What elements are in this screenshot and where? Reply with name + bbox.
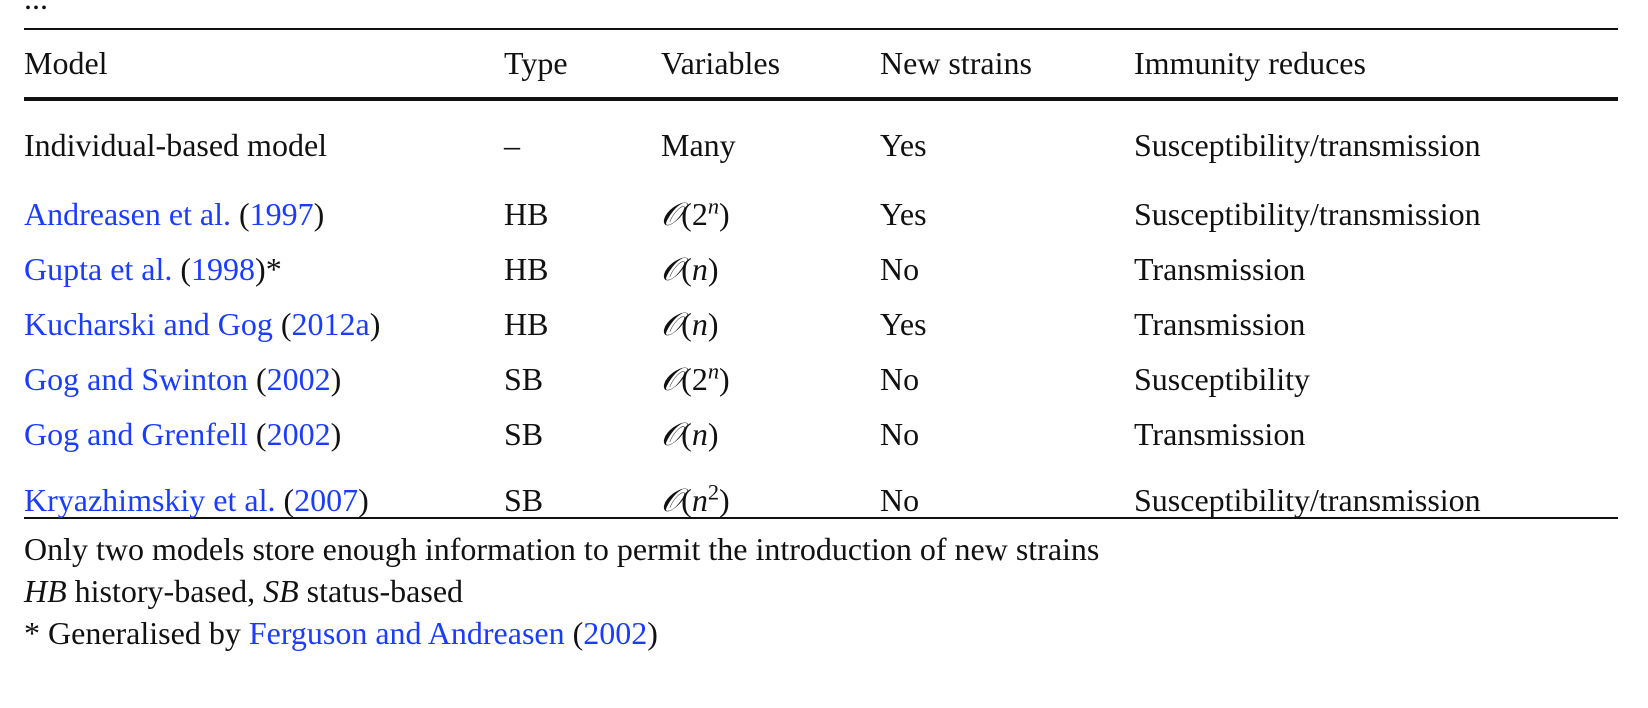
ref-link-year[interactable]: 2002 bbox=[266, 361, 331, 397]
abbr-sb: SB bbox=[263, 573, 299, 609]
ref-link-year[interactable]: 2007 bbox=[294, 481, 359, 518]
ref-link-author[interactable]: Gupta et al. bbox=[24, 251, 173, 287]
cell-variables: 𝒪(2$^n$) bbox=[661, 358, 730, 398]
big-o-symbol: 𝒪 bbox=[661, 480, 682, 519]
note-star-prefix: * Generalised by bbox=[24, 615, 249, 651]
cell-type: SB bbox=[504, 416, 544, 452]
big-o-symbol: 𝒪 bbox=[661, 305, 682, 343]
ref-link-year[interactable]: 2012a bbox=[291, 306, 370, 342]
cell-type: HB bbox=[504, 306, 549, 342]
complexity-base: 2 bbox=[691, 361, 708, 397]
cell-model: Gupta et al. (1998)* bbox=[24, 251, 282, 287]
cell-variables: 𝒪(n) bbox=[661, 250, 719, 288]
cell-variables: 𝒪(2$^n$) bbox=[661, 193, 730, 233]
cell-new-strains: No bbox=[880, 251, 920, 287]
cell-model: Andreasen et al. (1997) bbox=[24, 196, 325, 232]
table-row bbox=[24, 462, 1618, 532]
cell-type: HB bbox=[504, 251, 549, 287]
ref-link-author[interactable]: Kryazhimskiy et al. bbox=[24, 481, 276, 518]
cell-model: Kucharski and Gog (2012a) bbox=[24, 306, 381, 342]
cell-new-strains: No bbox=[880, 361, 920, 397]
header-type: Type bbox=[504, 45, 568, 81]
cell-variables: Many bbox=[661, 126, 736, 163]
abbr-hb-text: history-based, bbox=[66, 573, 264, 609]
complexity-base: 2 bbox=[691, 196, 708, 232]
ref-link-year[interactable]: 1998 bbox=[191, 251, 256, 287]
cell-variables: $𝒪(n^2)$ bbox=[661, 478, 730, 519]
cell-model: Gog and Swinton (2002) bbox=[24, 361, 342, 397]
ref-link-author[interactable]: Gog and Swinton bbox=[24, 361, 248, 397]
table-row bbox=[24, 97, 1618, 187]
model-name: Individual-based model bbox=[24, 126, 328, 163]
ref-link-author[interactable]: Kucharski and Gog bbox=[24, 306, 273, 342]
big-o-symbol: 𝒪 bbox=[661, 415, 682, 453]
cell-type: SB bbox=[504, 481, 544, 518]
model-comparison-table bbox=[24, 30, 1618, 532]
table-notes bbox=[24, 528, 1099, 654]
cell-model: Kryazhimskiy et al. (2007) bbox=[24, 481, 369, 518]
note-new-strains: Only two models store enough information to permit the introduction of new strains bbox=[24, 531, 1100, 567]
complexity-exponent: n bbox=[707, 358, 720, 384]
complexity-exponent: n bbox=[707, 193, 720, 219]
cell-new-strains: Yes bbox=[880, 306, 927, 342]
table-body bbox=[24, 97, 1618, 532]
cell-new-strains: No bbox=[880, 416, 920, 452]
ref-link-author[interactable]: Gog and Grenfell bbox=[24, 416, 248, 452]
table-row bbox=[24, 242, 1618, 297]
complexity-base: n bbox=[691, 481, 708, 518]
cell-immunity-reduces: Transmission bbox=[1134, 251, 1306, 287]
big-o-symbol: 𝒪 bbox=[661, 360, 682, 398]
ref-link-year[interactable]: 2002 bbox=[583, 615, 648, 651]
table-row bbox=[24, 297, 1618, 352]
table-row bbox=[24, 407, 1618, 462]
ref-link-author[interactable]: Ferguson and Andreasen bbox=[248, 615, 565, 651]
abbr-hb: HB bbox=[24, 573, 67, 609]
table-header-row bbox=[24, 30, 1618, 97]
header-model: Model bbox=[24, 45, 108, 81]
caption-fragment bbox=[24, 0, 48, 14]
complexity-base: n bbox=[691, 416, 708, 452]
cell-variables: 𝒪(n) bbox=[661, 415, 719, 453]
cell-immunity-reduces: Susceptibility/transmission bbox=[1134, 481, 1481, 518]
ref-link-year[interactable]: 2002 bbox=[266, 416, 331, 452]
cell-immunity-reduces: Susceptibility bbox=[1134, 361, 1310, 397]
header-variables: Variables bbox=[661, 45, 781, 81]
abbr-sb-text: status-based bbox=[298, 573, 464, 609]
complexity-exponent: 2 bbox=[707, 478, 720, 504]
footnote-marker: * bbox=[265, 251, 282, 287]
cell-new-strains: Yes bbox=[880, 126, 927, 163]
cell-new-strains: Yes bbox=[880, 196, 927, 232]
cell-model: Gog and Grenfell (2002) bbox=[24, 416, 342, 452]
table-row bbox=[24, 187, 1618, 242]
header-new-strains: New strains bbox=[880, 45, 1032, 81]
cell-new-strains: No bbox=[880, 481, 920, 518]
ref-link-author[interactable]: Andreasen et al. bbox=[24, 196, 232, 232]
big-o-symbol: 𝒪 bbox=[661, 195, 682, 233]
cell-immunity-reduces: Transmission bbox=[1134, 416, 1306, 452]
note-abbreviations bbox=[24, 570, 1099, 612]
ref-link-year[interactable]: 1997 bbox=[249, 196, 314, 232]
cell-type: HB bbox=[504, 196, 549, 232]
note-generalised: * Generalised by Ferguson and Andreasen (2002) bbox=[24, 615, 658, 651]
big-o-symbol: 𝒪 bbox=[661, 250, 682, 288]
cell-immunity-reduces: Susceptibility/transmission bbox=[1134, 196, 1481, 232]
cell-immunity-reduces: Transmission bbox=[1134, 306, 1306, 342]
table-row bbox=[24, 352, 1618, 407]
cell-type: SB bbox=[504, 361, 544, 397]
cell-variables: 𝒪(n) bbox=[661, 305, 719, 343]
complexity-base: n bbox=[691, 251, 708, 287]
header-immunity-reduces: Immunity reduces bbox=[1134, 45, 1366, 81]
cell-immunity-reduces: Susceptibility/transmission bbox=[1134, 126, 1481, 163]
cell-type: – bbox=[504, 126, 520, 163]
cell-model bbox=[24, 97, 504, 187]
complexity-base: n bbox=[691, 306, 708, 342]
